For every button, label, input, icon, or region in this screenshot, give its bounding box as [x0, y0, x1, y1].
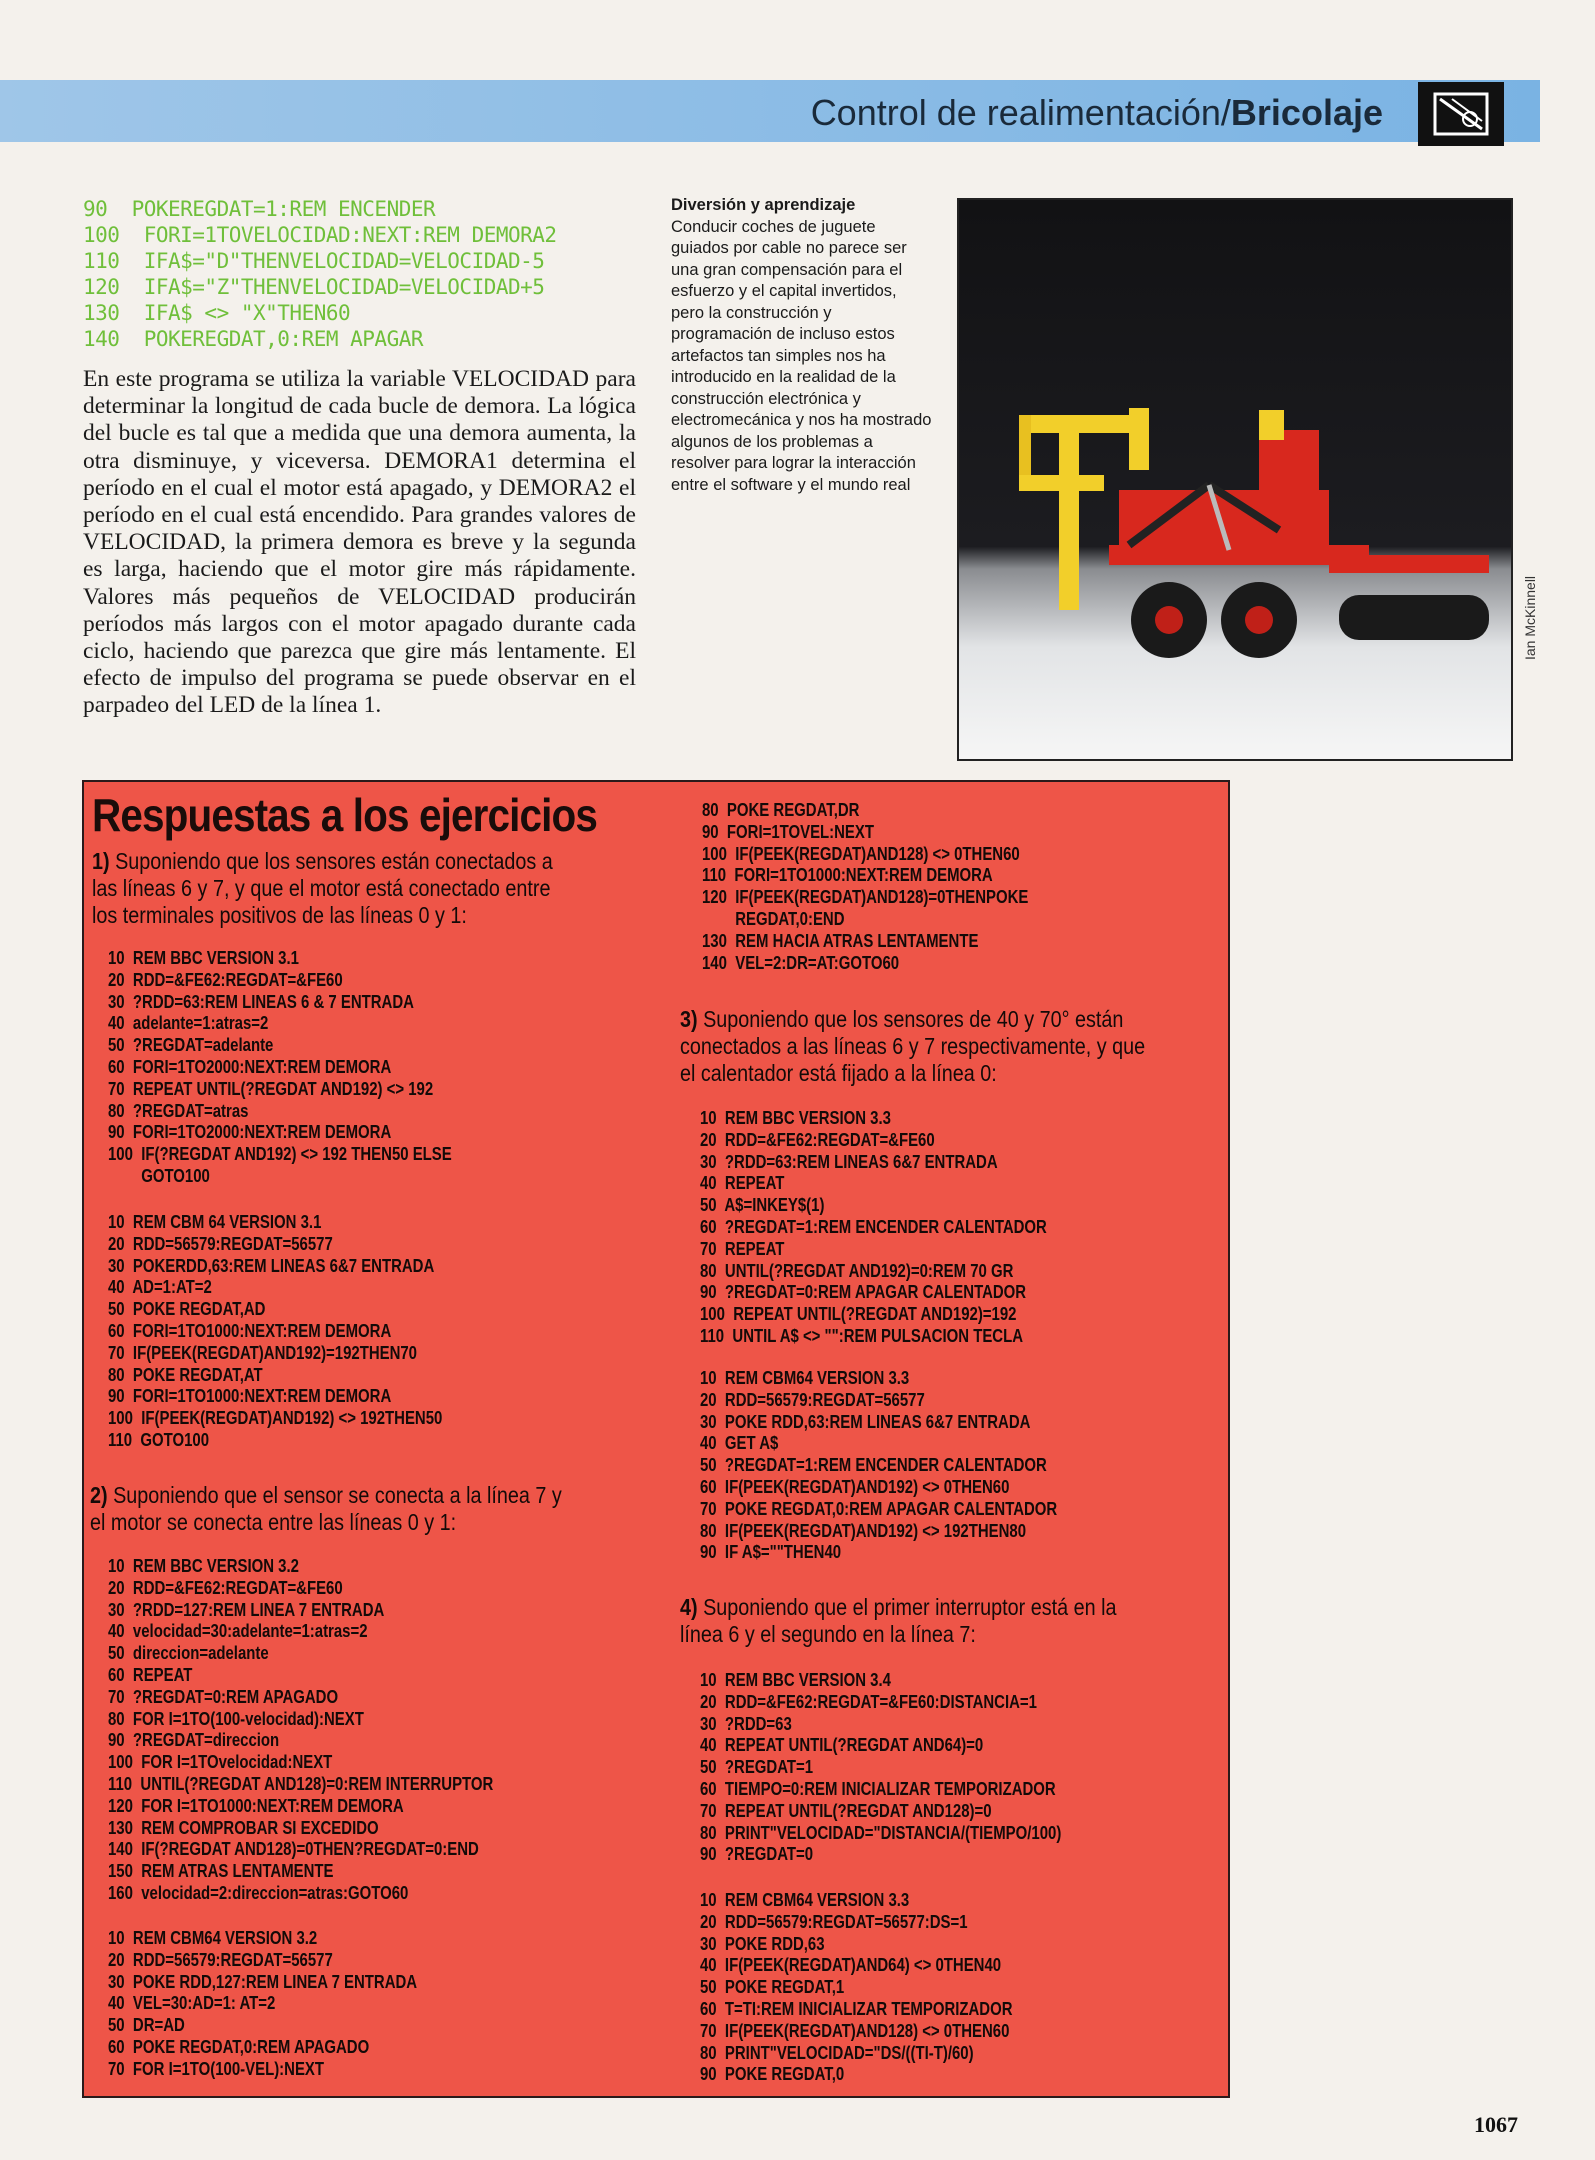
- code-line: 20 RDD=&FE62:REGDAT=&FE60: [108, 969, 343, 990]
- code-line: 120 FOR I=1TO1000:NEXT:REM DEMORA: [108, 1795, 404, 1816]
- code-line: 10 REM BBC VERSION 3.4: [700, 1670, 891, 1690]
- code-line: 80 PRINT"VELOCIDAD="DS/((TI-T)/60): [700, 2042, 974, 2063]
- question-1-prompt: [92, 848, 574, 929]
- code-line: 20 RDD=56579:REGDAT=56577: [108, 1233, 333, 1254]
- code-line: 70 ?REGDAT=0:REM APAGADO: [108, 1686, 339, 1707]
- section-title: [811, 92, 1383, 134]
- code-line: 50 ?REGDAT=1: [700, 1757, 814, 1778]
- code-line: 60 T=TI:REM INICIALIZAR TEMPORIZADOR: [700, 1998, 1013, 2019]
- code-line: REGDAT,0:END: [702, 908, 845, 929]
- question-3-text: Suponiendo que los sensores de 40 y 70° están conectados a las líneas 6 y 7 respectivamente, y que el calentador está fijado a la línea 0:: [680, 1006, 1146, 1086]
- code-line: 110 FORI=1TO1000:NEXT:REM DEMORA: [702, 865, 993, 886]
- code-line: 10 REM CBM64 VERSION 3.3: [700, 1890, 910, 1910]
- question-4-prompt: [680, 1594, 1162, 1648]
- code-line: 30 POKE RDD,63:REM LINEAS 6&7 ENTRADA: [700, 1411, 1031, 1432]
- code-line: 80 PRINT"VELOCIDAD="DISTANCIA/(TIEMPO/100): [700, 1822, 1062, 1843]
- robot-photo: [957, 198, 1513, 761]
- code-line: 60 POKE REGDAT,0:REM APAGADO: [108, 2036, 370, 2057]
- section-logo-icon: [1418, 82, 1504, 146]
- code-line: 60 FORI=1TO2000:NEXT:REM DEMORA: [108, 1056, 392, 1077]
- code-line: 40 AD=1:AT=2: [108, 1277, 212, 1298]
- code-line: 40 REPEAT UNTIL(?REGDAT AND64)=0: [700, 1735, 984, 1756]
- q3-bbc-listing: [700, 1108, 1047, 1348]
- q2-bbc-listing: [108, 1556, 493, 1905]
- code-line: 30 ?RDD=63:REM LINEAS 6 & 7 ENTRADA: [108, 991, 414, 1012]
- code-line: 20 RDD=56579:REGDAT=56577: [108, 1949, 333, 1970]
- code-line: 20 RDD=&FE62:REGDAT=&FE60:DISTANCIA=1: [700, 1691, 1037, 1712]
- code-line: 80 UNTIL(?REGDAT AND192)=0:REM 70 GR: [700, 1260, 1014, 1281]
- page-number: 1067: [1474, 2112, 1518, 2137]
- code-line: 30 POKERDD,63:REM LINEAS 6&7 ENTRADA: [108, 1255, 435, 1276]
- code-line: 90 IF A$=""THEN40: [700, 1542, 842, 1563]
- code-line: 70 IF(PEEK(REGDAT)AND128) <> 0THEN60: [700, 2020, 1010, 2041]
- code-line: 80 ?REGDAT=atras: [108, 1100, 249, 1121]
- code-line: 150 REM ATRAS LENTAMENTE: [108, 1861, 334, 1882]
- code-line: 30 ?RDD=63:REM LINEAS 6&7 ENTRADA: [700, 1151, 998, 1172]
- section-title-normal: Control de realimentación/: [810, 92, 1231, 133]
- caption-text: Conducir coches de juguete guiados por cable no parece ser una gran compensación para el esfuerzo y el capital invertidos, pero la construcción y programación de incluso estos artefactos tan simples nos ha introducido en la realidad de la construcción electrónica y electromecánica y nos ha mostrado algunos de los problemas a resolver para lograr la interacción entre el software y el mundo real: [671, 217, 932, 494]
- code-line: 10 REM CBM 64 VERSION 3.1: [108, 1212, 322, 1232]
- code-line: 110 GOTO100: [108, 1429, 210, 1450]
- code-line: 80 POKE REGDAT,DR: [702, 800, 860, 820]
- code-line: 50 POKE REGDAT,AD: [108, 1299, 266, 1320]
- answers-title: Respuestas a los ejercicios: [92, 789, 598, 841]
- code-line: 110 UNTIL(?REGDAT AND128)=0:REM INTERRUPTOR: [108, 1773, 494, 1794]
- code-line: 140 VEL=2:DR=AT:GOTO60: [702, 952, 900, 973]
- code-line: 100 IF(PEEK(REGDAT)AND128) <> 0THEN60: [702, 843, 1020, 864]
- question-1-text: Suponiendo que los sensores están conectados a las líneas 6 y 7, y que el motor está conectado entre los terminales positivos de las líneas 0 y 1:: [92, 848, 553, 928]
- code-line: 50 DR=AD: [108, 2015, 185, 2036]
- code-line: 110 IFA$="D"THENVELOCIDAD=VELOCIDAD-5: [83, 249, 545, 273]
- code-line: 20 RDD=&FE62:REGDAT=&FE60: [108, 1577, 343, 1598]
- code-line: 10 REM BBC VERSION 3.1: [108, 948, 299, 968]
- code-line: 90 ?REGDAT=direccion: [108, 1730, 280, 1751]
- code-line: 50 direccion=adelante: [108, 1643, 269, 1664]
- code-line: 10 REM CBM64 VERSION 3.3: [700, 1368, 910, 1388]
- code-line: 100 REPEAT UNTIL(?REGDAT AND192)=192: [700, 1304, 1017, 1325]
- code-line: 30 ?RDD=127:REM LINEA 7 ENTRADA: [108, 1599, 385, 1620]
- code-line: 50 ?REGDAT=1:REM ENCENDER CALENTADOR: [700, 1455, 1047, 1476]
- q3-cbm-listing: [700, 1368, 1057, 1564]
- code-line: 50 A$=INKEY$(1): [700, 1195, 825, 1216]
- q4-bbc-listing: [700, 1670, 1061, 1866]
- code-line: 90 ?REGDAT=0: [700, 1844, 814, 1865]
- code-line: 40 GET A$: [700, 1433, 779, 1454]
- q2-cbm-listing: [108, 1928, 417, 2081]
- question-2-number: 2): [90, 1482, 108, 1508]
- code-line: 70 REPEAT UNTIL(?REGDAT AND192) <> 192: [108, 1078, 434, 1099]
- code-line: 100 FORI=1TOVELOCIDAD:NEXT:REM DEMORA2: [83, 223, 557, 247]
- code-line: 90 FORI=1TO1000:NEXT:REM DEMORA: [108, 1386, 392, 1407]
- code-line: 30 ?RDD=63: [700, 1713, 792, 1734]
- caption-title: Diversión y aprendizaje: [671, 196, 856, 214]
- code-line: 100 IF(PEEK(REGDAT)AND192) <> 192THEN50: [108, 1408, 443, 1429]
- code-line: 70 IF(PEEK(REGDAT)AND192)=192THEN70: [108, 1342, 417, 1363]
- code-line: 130 REM HACIA ATRAS LENTAMENTE: [702, 930, 979, 951]
- code-line: 40 adelante=1:atras=2: [108, 1013, 269, 1034]
- code-line: 130 REM COMPROBAR SI EXCEDIDO: [108, 1817, 379, 1838]
- question-3-prompt: [680, 1006, 1162, 1087]
- code-line: 90 POKEREGDAT=1:REM ENCENDER: [83, 197, 436, 221]
- code-line: 110 UNTIL A$ <> "":REM PULSACION TECLA: [700, 1325, 1023, 1346]
- question-4-text: Suponiendo que el primer interruptor está en la línea 6 y el segundo en la línea 7:: [680, 1594, 1117, 1647]
- code-line: 80 FOR I=1TO(100-velocidad):NEXT: [108, 1708, 364, 1729]
- code-line: 10 REM CBM64 VERSION 3.2: [108, 1928, 318, 1948]
- code-line: 10 REM BBC VERSION 3.3: [700, 1108, 891, 1128]
- code-line: 130 IFA$ <> "X"THEN60: [83, 301, 351, 325]
- code-line: 100 FOR I=1TOvelocidad:NEXT: [108, 1752, 333, 1773]
- photo-caption: [671, 195, 933, 496]
- code-line: 30 POKE RDD,63: [700, 1933, 825, 1954]
- q1-bbc-listing: [108, 948, 452, 1188]
- question-4-number: 4): [680, 1594, 698, 1620]
- code-line: 100 IF(?REGDAT AND192) <> 192 THEN50 ELSE: [108, 1144, 452, 1165]
- code-line: 70 REPEAT UNTIL(?REGDAT AND128)=0: [700, 1800, 992, 1821]
- code-line: 80 IF(PEEK(REGDAT)AND192) <> 192THEN80: [700, 1520, 1027, 1541]
- code-line: 30 POKE RDD,127:REM LINEA 7 ENTRADA: [108, 1971, 418, 1992]
- code-line: 140 IF(?REGDAT AND128)=0THEN?REGDAT=0:END: [108, 1839, 479, 1860]
- code-line: 90 ?REGDAT=0:REM APAGAR CALENTADOR: [700, 1282, 1027, 1303]
- code-line: GOTO100: [108, 1165, 210, 1186]
- code-line: 90 FORI=1TOVEL:NEXT: [702, 821, 875, 842]
- question-2-text: Suponiendo que el sensor se conecta a la línea 7 y el motor se conecta entre las líneas 0 y 1:: [90, 1482, 562, 1535]
- code-line: 90 POKE REGDAT,0: [700, 2064, 845, 2085]
- code-line: 60 IF(PEEK(REGDAT)AND192) <> 0THEN60: [700, 1476, 1010, 1497]
- code-line: 140 POKEREGDAT,0:REM APAGAR: [83, 327, 424, 351]
- code-line: 70 REPEAT: [700, 1238, 785, 1259]
- code-line: 20 RDD=&FE62:REGDAT=&FE60: [700, 1129, 935, 1150]
- code-line: 50 POKE REGDAT,1: [700, 1977, 845, 1998]
- code-line: 20 RDD=56579:REGDAT=56577:DS=1: [700, 1911, 968, 1932]
- code-line: 80 POKE REGDAT,AT: [108, 1364, 263, 1385]
- body-paragraph: En este programa se utiliza la variable VELOCIDAD para determinar la longitud de cada bucle de demora. La lógica del bucle es tal que a medida que una demora aumenta, la otra disminuye, y viceversa. DEMORA1 determina el período en el cual el motor está apagado, y DEMORA2 el período en el cual está encendido. Para grandes valores de VELOCIDAD, la primera demora es breve y la segunda es larga, haciendo que el motor gire más rápidamente. Valores más pequeños de VELOCIDAD producirán períodos más largos con el motor apagado durante cada ciclo, haciendo que parezca que gire más lentamente. El efecto de impulso del programa se puede observar en el parpadeo del LED de la línea 1.: [83, 366, 636, 719]
- code-line: 60 ?REGDAT=1:REM ENCENDER CALENTADOR: [700, 1216, 1047, 1237]
- green-code-listing: [83, 196, 643, 352]
- code-line: 60 REPEAT: [108, 1664, 193, 1685]
- code-line: 70 POKE REGDAT,0:REM APAGAR CALENTADOR: [700, 1498, 1058, 1519]
- q1-cbm-listing: [108, 1212, 442, 1452]
- photo-credit: Ian McKinnell: [1522, 575, 1538, 660]
- code-line: 90 FORI=1TO2000:NEXT:REM DEMORA: [108, 1122, 392, 1143]
- section-title-bold: Bricolaje: [1230, 92, 1383, 133]
- q2-cbm-listing-continued: [702, 800, 1028, 974]
- code-line: 40 IF(PEEK(REGDAT)AND64) <> 0THEN40: [700, 1955, 1002, 1976]
- code-line: 60 TIEMPO=0:REM INICIALIZAR TEMPORIZADOR: [700, 1778, 1056, 1799]
- code-line: 40 REPEAT: [700, 1173, 785, 1194]
- code-line: 50 ?REGDAT=adelante: [108, 1035, 274, 1056]
- code-line: 120 IFA$="Z"THENVELOCIDAD=VELOCIDAD+5: [83, 275, 545, 299]
- question-2-prompt: [90, 1482, 572, 1536]
- code-line: 10 REM BBC VERSION 3.2: [108, 1556, 299, 1576]
- code-line: 120 IF(PEEK(REGDAT)AND128)=0THENPOKE: [702, 887, 1029, 908]
- question-1-number: 1): [92, 848, 110, 874]
- code-line: 160 velocidad=2:direccion=atras:GOTO60: [108, 1882, 409, 1903]
- q4-cbm-listing: [700, 1890, 1013, 2086]
- code-line: 70 FOR I=1TO(100-VEL):NEXT: [108, 2058, 325, 2079]
- code-line: 20 RDD=56579:REGDAT=56577: [700, 1389, 925, 1410]
- code-line: 40 velocidad=30:adelante=1:atras=2: [108, 1621, 368, 1642]
- code-line: 60 FORI=1TO1000:NEXT:REM DEMORA: [108, 1320, 392, 1341]
- code-line: 40 VEL=30:AD=1: AT=2: [108, 1993, 276, 2014]
- question-3-number: 3): [680, 1006, 698, 1032]
